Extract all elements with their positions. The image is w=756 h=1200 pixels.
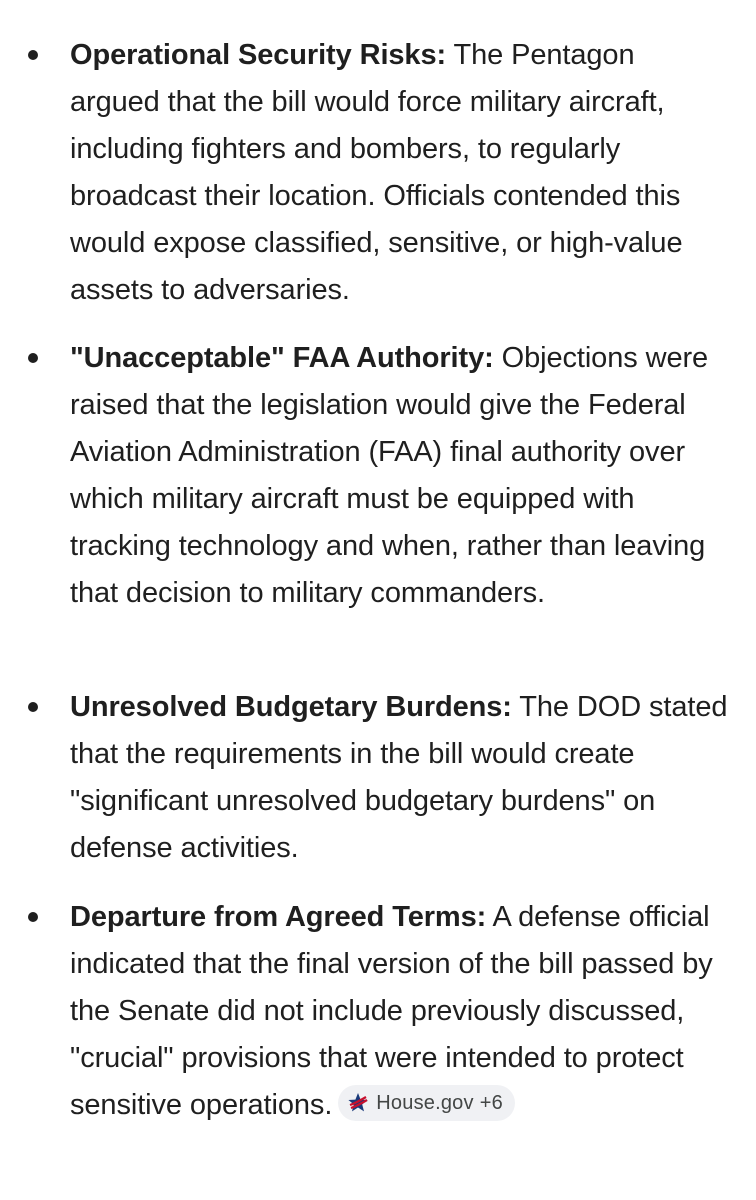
source-chip-label: House.gov xyxy=(376,1092,474,1115)
source-chip-count: +6 xyxy=(479,1092,503,1115)
list-item-text xyxy=(70,335,730,617)
bullet-point xyxy=(28,353,38,363)
list-item-text xyxy=(70,894,730,1129)
list-item-body: The DOD stated that the requirements in the bill would create "significant unresolved budgetary burdens" on defense activities. xyxy=(70,691,728,864)
bullet-point xyxy=(28,702,38,712)
list-item-body: A defense official indicated that the final version of the bill passed by the Senate did not include previously discussed, "crucial" provisions that were intended to protect sensitive operations. xyxy=(70,901,713,1121)
list-item-body: Objections were raised that the legislation would give the Federal Aviation Administration (FAA) final authority over which military aircraft must be equipped with tracking technology and when, rather than leaving that decision to military commanders. xyxy=(70,342,709,609)
list-item-heading: "Unacceptable" FAA Authority: xyxy=(70,342,494,374)
house-gov-star-icon xyxy=(346,1091,370,1115)
bullet-point xyxy=(28,50,38,60)
bullet-point xyxy=(28,912,38,922)
list-item-body: The Pentagon argued that the bill would force military aircraft, including fighters and bombers, to regularly broadcast their location. Officials contended this would expose classified, sensitive, or high-value assets to adversaries. xyxy=(70,39,683,306)
list-item-heading: Unresolved Budgetary Burdens: xyxy=(70,691,512,723)
list-item-text xyxy=(70,32,730,314)
source-chip[interactable] xyxy=(338,1085,515,1121)
list-item-text xyxy=(70,684,730,872)
list-item-heading: Departure from Agreed Terms: xyxy=(70,901,487,933)
list-item-heading: Operational Security Risks: xyxy=(70,39,447,71)
